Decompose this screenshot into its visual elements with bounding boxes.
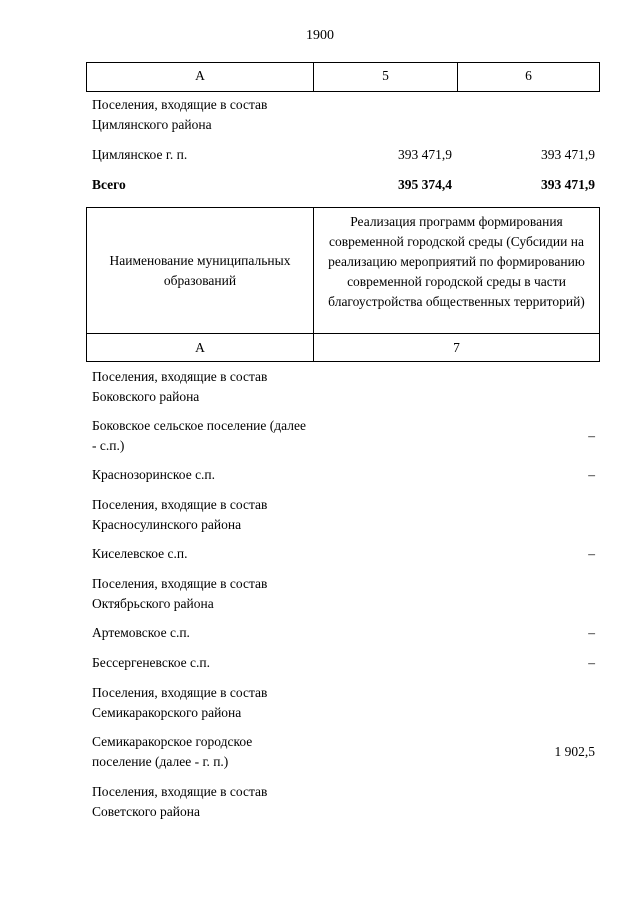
table1-total-label: Всего <box>92 177 126 192</box>
page-number: 1900 <box>306 28 334 43</box>
table2-row-label: Поселения, входящие в состав Боковского района <box>92 369 268 404</box>
table2-row-value: – <box>588 625 595 640</box>
table2-header-program <box>314 208 599 333</box>
table1-row-col5: 393 471,9 <box>398 147 452 162</box>
table2-subheader-7: 7 <box>453 340 460 355</box>
table2-row-label: Семикаракорское городское поселение (далее - г. п.) <box>92 734 253 769</box>
table2-row-label: Поселения, входящие в состав Октябрьского района <box>92 576 268 611</box>
table1-total-col6: 393 471,9 <box>541 177 595 192</box>
table1-header-col-5: 5 <box>314 63 458 91</box>
table2-row-label: Поселения, входящие в состав Советского района <box>92 784 268 819</box>
table2-header-program-text: Реализация программ формирования современной городской среды (Субсидии на реализацию мероприятий по формированию современной городской среды в части благоустройства общественных территорий) <box>328 214 585 309</box>
table2-row-value: – <box>588 655 595 670</box>
table2-row-label: Краснозоринское с.п. <box>92 467 216 482</box>
table2-header-name-text: Наименование муниципальных образований <box>109 252 291 288</box>
table1-total-col5: 395 374,4 <box>398 177 452 192</box>
table2-row-value: – <box>588 428 595 443</box>
table1-group-label: Поселения, входящие в состав Цимлянского района <box>92 97 268 132</box>
table2-subheader-a: А <box>87 334 314 361</box>
table2-row-label: Боковское сельское поселение (далее - с.п.) <box>92 418 306 453</box>
table2-row-value: – <box>588 467 595 482</box>
table2-header <box>86 207 600 362</box>
table1-header <box>86 62 600 92</box>
table2-row-label: Бессергеневское с.п. <box>92 655 210 670</box>
table2-row-value: 1 902,5 <box>554 744 595 759</box>
table2-row-label: Киселевское с.п. <box>92 546 188 561</box>
table1-header-col-6: 6 <box>525 68 532 83</box>
table2-row-label: Артемовское с.п. <box>92 625 190 640</box>
table2-row-label: Поселения, входящие в состав Красносулинского района <box>92 497 268 532</box>
table1-header-col-a: А <box>87 63 314 91</box>
table2-header-name <box>87 208 314 333</box>
table2-row-label: Поселения, входящие в состав Семикаракорского района <box>92 685 268 720</box>
table1-row-name: Цимлянское г. п. <box>92 147 188 162</box>
table2-row-value: – <box>588 546 595 561</box>
table1-row-col6: 393 471,9 <box>541 147 595 162</box>
